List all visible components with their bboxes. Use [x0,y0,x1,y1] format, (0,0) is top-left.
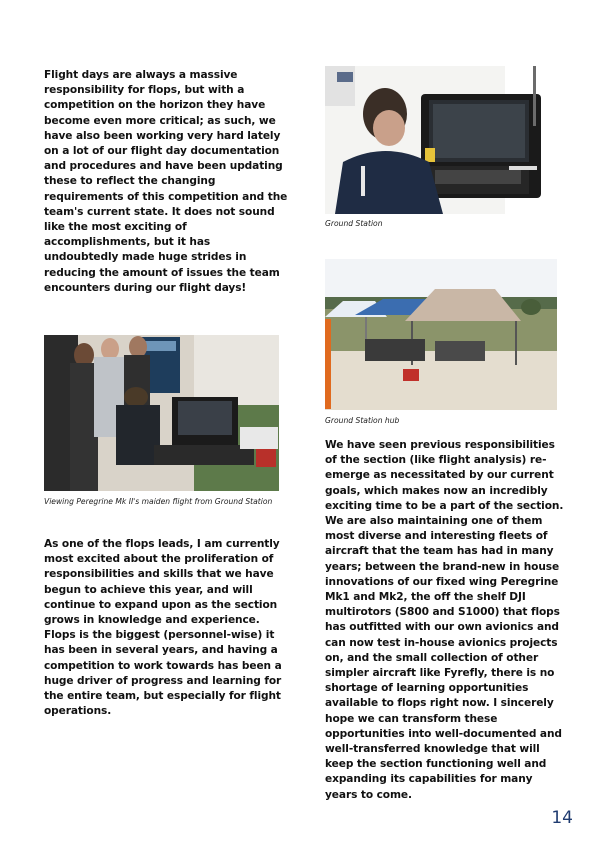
ground-station-hub-photo [325,259,557,410]
ground-station-hub-caption: Ground Station hub [325,416,400,425]
page-number: 14 [551,808,573,828]
responsibilities-paragraph: We have seen previous responsibilities of the section (like flight analysis) re-emerge as necessitated by our current goals, which makes now an incredibly exciting time to be a part of the section. We are also maintaining one of them most diverse and interesting fleets of aircraft that the team has had in many years; between the brand-new in house innovations of our fixed wing Peregrine Mk1 and Mk2, the off the shelf DJI multirotors (S800 and S1000) that flops has outfitted with our own avionics and can now test in-house avionics projects on, and the small collection of other simpler aircraft like Fyrefly, there is no shortage of learning opportunities available to flops right now. I sincerely hope we can transform these opportunities into well-documented and well-transferred knowledge that will keep the section functioning well and expanding its capabilities for many years to come. [325,439,564,801]
ground-station-photo [325,66,557,214]
maiden-flight-caption: Viewing Peregrine Mk II's maiden flight from Ground Station [44,497,273,506]
ground-station-caption: Ground Station [325,219,383,228]
flops-leads-paragraph: As one of the flops leads, I am currently most excited about the proliferation of responsibilities and skills that we have begun to achieve this year, and will continue to expand upon as the section grows in knowledge and experience. Flops is the biggest (personnel-wise) it has been in several years, and having a competition to work towards has been a huge driver of progress and learning for the entire team, but especially for flight operations. [44,538,282,718]
maiden-flight-viewing-photo [44,335,279,491]
intro-paragraph: Flight days are always a massive responsibility for flops, but with a competition on the horizon they have become even more critical; as such, we have also been working very hard lately on a lot of our flight day documentation and procedures and have been updating these to reflect the changing requirements of this competition and the team's current state. It does not sound like the most exciting of accomplishments, but it has undoubtedly made huge strides in reducing the amount of issues the team encounters during our flight days! [44,69,288,294]
